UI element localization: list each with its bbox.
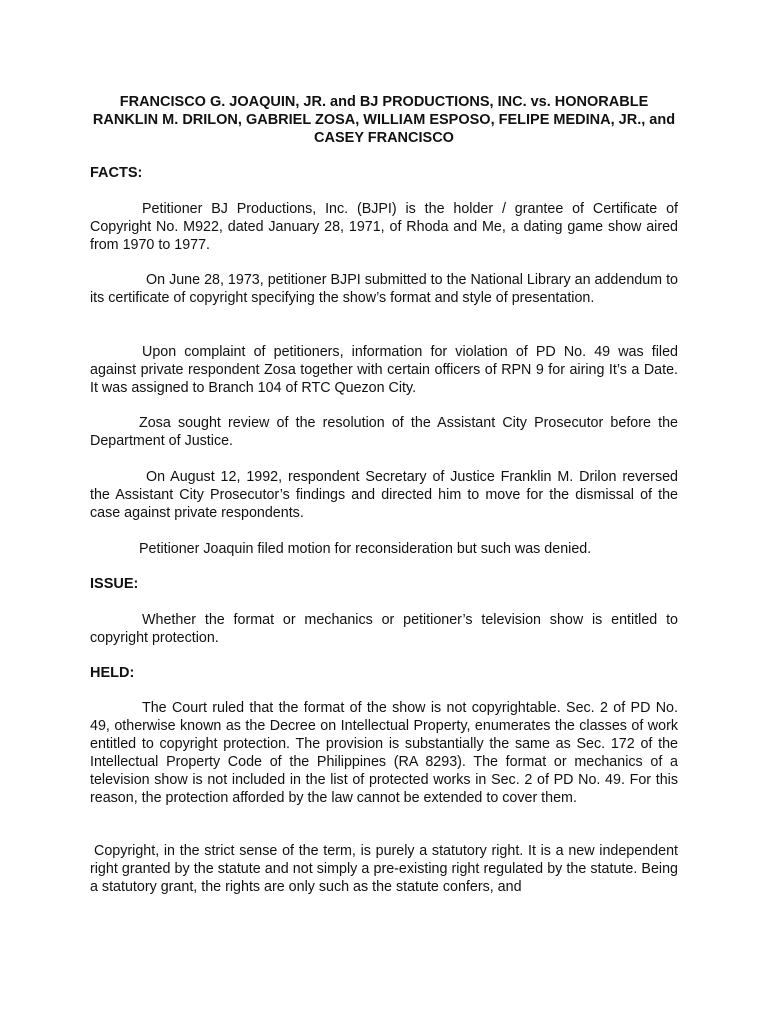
held-heading: HELD: [90,665,135,681]
issue-heading: ISSUE: [90,576,139,592]
facts-paragraph-4: Zosa sought review of the resolution of the Assistant City Prosecutor before the Department of Justice. [90,415,678,449]
held-paragraph-1: The Court ruled that the format of the show is not copyrightable. Sec. 2 of PD No. 49, otherwise known as the Decree on Intellectual Property, enumerates the classes of work entitled to copyright protection. The provision is substantially the same as Sec. 172 of the Intellectual Property Code of the Philippines (RA 8293). The format or mechanics of a television show is not included in the list of protected works in Sec. 2 of PD No. 49. For this reason, the protection afforded by the law cannot be extended to cover them. [90,700,678,806]
facts-paragraph-2: On June 28, 1973, petitioner BJPI submitted to the National Library an addendum to its certificate of copyright specifying the show’s format and style of presentation. [90,272,678,306]
case-title: FRANCISCO G. JOAQUIN, JR. and BJ PRODUCTIONS, INC. vs. HONORABLE RANKLIN M. DRILON, GABRIEL ZOSA, WILLIAM ESPOSO, FELIPE MEDINA, JR., and CASEY FRANCISCO [92,94,676,146]
facts-paragraph-5: On August 12, 1992, respondent Secretary of Justice Franklin M. Drilon reversed the Assistant City Prosecutor’s findings and directed him to move for the dismissal of the case against private respondents. [90,469,678,521]
held-paragraph-2: Copyright, in the strict sense of the term, is purely a statutory right. It is a new independent right granted by the statute and not simply a pre-existing right regulated by the statute. Being a statutory grant, the rights are only such as the statute confers, and [90,843,678,895]
facts-paragraph-1: Petitioner BJ Productions, Inc. (BJPI) is the holder / grantee of Certificate of Copyright No. M922, dated January 28, 1971, of Rhoda and Me, a dating game show aired from 1970 to 1977. [90,201,678,253]
facts-paragraph-6: Petitioner Joaquin filed motion for reconsideration but such was denied. [139,541,592,557]
facts-paragraph-3: Upon complaint of petitioners, information for violation of PD No. 49 was filed against private respondent Zosa together with certain officers of RPN 9 for airing It’s a Date. It was assigned to Branch 104 of RTC Quezon City. [90,344,678,396]
issue-paragraph-1: Whether the format or mechanics or petitioner’s television show is entitled to copyright protection. [90,612,678,646]
facts-heading: FACTS: [90,165,143,181]
document-page [90,0,678,1024]
